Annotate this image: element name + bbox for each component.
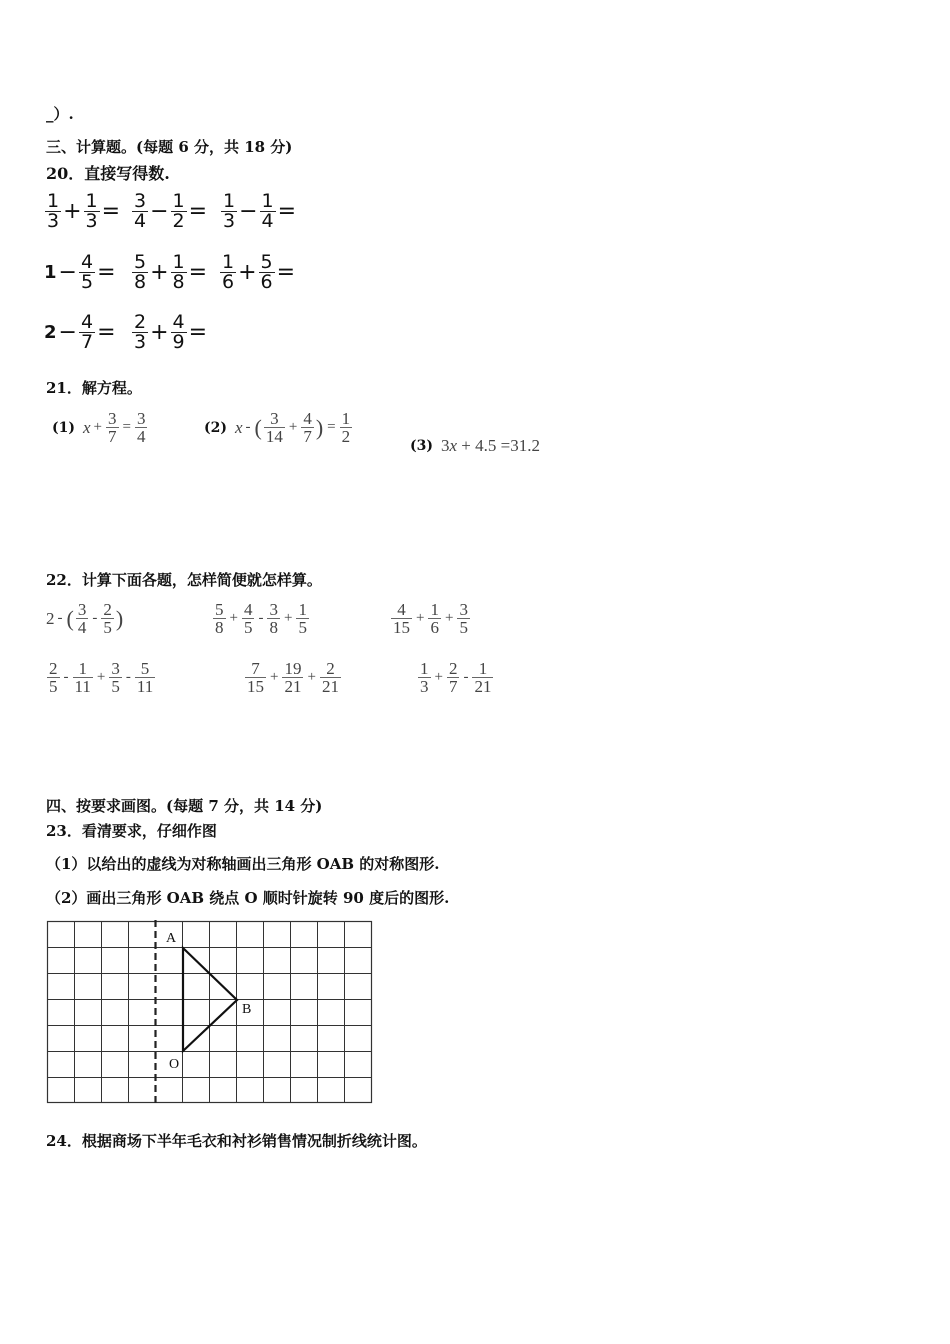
q22-expression-1: 2 - ( $\frac{3}{4}$ - $\frac{2}{5}$ ) — [46, 600, 124, 637]
q21-label: 21．解方程。 — [46, 379, 142, 397]
q21-equation-3: (3) 3 x + 4.5 =31.2 — [410, 436, 540, 455]
point-o-label: O — [169, 1057, 180, 1072]
q20-item-1: $\frac{1}{3}$ + $\frac{1}{3}$ = — [47, 190, 121, 232]
q21-equation-2: (2) x - ( $\frac{3}{14}$ + $\frac{4}{7}$ ) = $\frac{1}{2}$ — [204, 409, 351, 446]
section-4-title: 四、按要求画图。(每题 7 分，共 14 分) — [46, 797, 323, 815]
q23-label: 23．看清要求，仔细作图 — [46, 822, 217, 840]
q22-expression-5: $\frac{7}{15}$ + $\frac{19}{21}$ + $\frac{2}{21}$ — [247, 659, 339, 696]
triangle-grid-figure — [46, 920, 374, 1106]
point-b-label: B — [242, 1002, 252, 1017]
q22-label: 22．计算下面各题，怎样简便就怎样算。 — [46, 571, 322, 589]
section-3-title: 三、计算题。(每题 6 分，共 18 分) — [46, 138, 293, 156]
q20-item-5: $\frac{5}{8}$ + $\frac{1}{8}$ = — [134, 251, 208, 293]
q20-item-7: 2 − $\frac{4}{7}$ = — [44, 311, 116, 353]
q20-item-6: $\frac{1}{6}$ + $\frac{5}{6}$ = — [222, 251, 296, 293]
q22-expression-3: $\frac{4}{15}$ + $\frac{1}{6}$ + $\frac{3}{5}$ — [393, 600, 468, 637]
q24-label: 24．根据商场下半年毛衣和衬衫销售情况制折线统计图。 — [46, 1132, 427, 1150]
q20-item-3: $\frac{1}{3}$ − $\frac{1}{4}$ = — [223, 190, 297, 232]
q22-expression-2: $\frac{5}{8}$ + $\frac{4}{5}$ - $\frac{3}{8}$ + $\frac{1}{5}$ — [215, 600, 307, 637]
q23-part-1: （1）以给出的虚线为对称轴画出三角形 OAB 的对称图形. — [46, 855, 440, 873]
q22-expression-4: $\frac{2}{5}$ - $\frac{1}{11}$ + $\frac{3}{5}$ - $\frac{5}{11}$ — [49, 659, 154, 696]
q21-equation-1: (1) x + $\frac{3}{7}$ = $\frac{3}{4}$ — [52, 409, 146, 446]
q20-item-8: $\frac{2}{3}$ + $\frac{4}{9}$ = — [134, 311, 208, 353]
q20-item-2: $\frac{3}{4}$ − $\frac{1}{2}$ = — [134, 190, 208, 232]
q20-item-4: 1 − $\frac{4}{5}$ = — [44, 251, 116, 293]
q22-expression-6: $\frac{1}{3}$ + $\frac{2}{7}$ - $\frac{1}{21}$ — [420, 659, 492, 696]
q23-part-2: （2）画出三角形 OAB 绕点 O 顺时针旋转 90 度后的图形. — [46, 889, 450, 907]
grid-lines — [48, 922, 372, 1103]
point-a-label: A — [166, 931, 177, 946]
q20-label: 20．直接写得数. — [46, 164, 170, 183]
previous-question-fragment: _）. — [46, 105, 74, 123]
